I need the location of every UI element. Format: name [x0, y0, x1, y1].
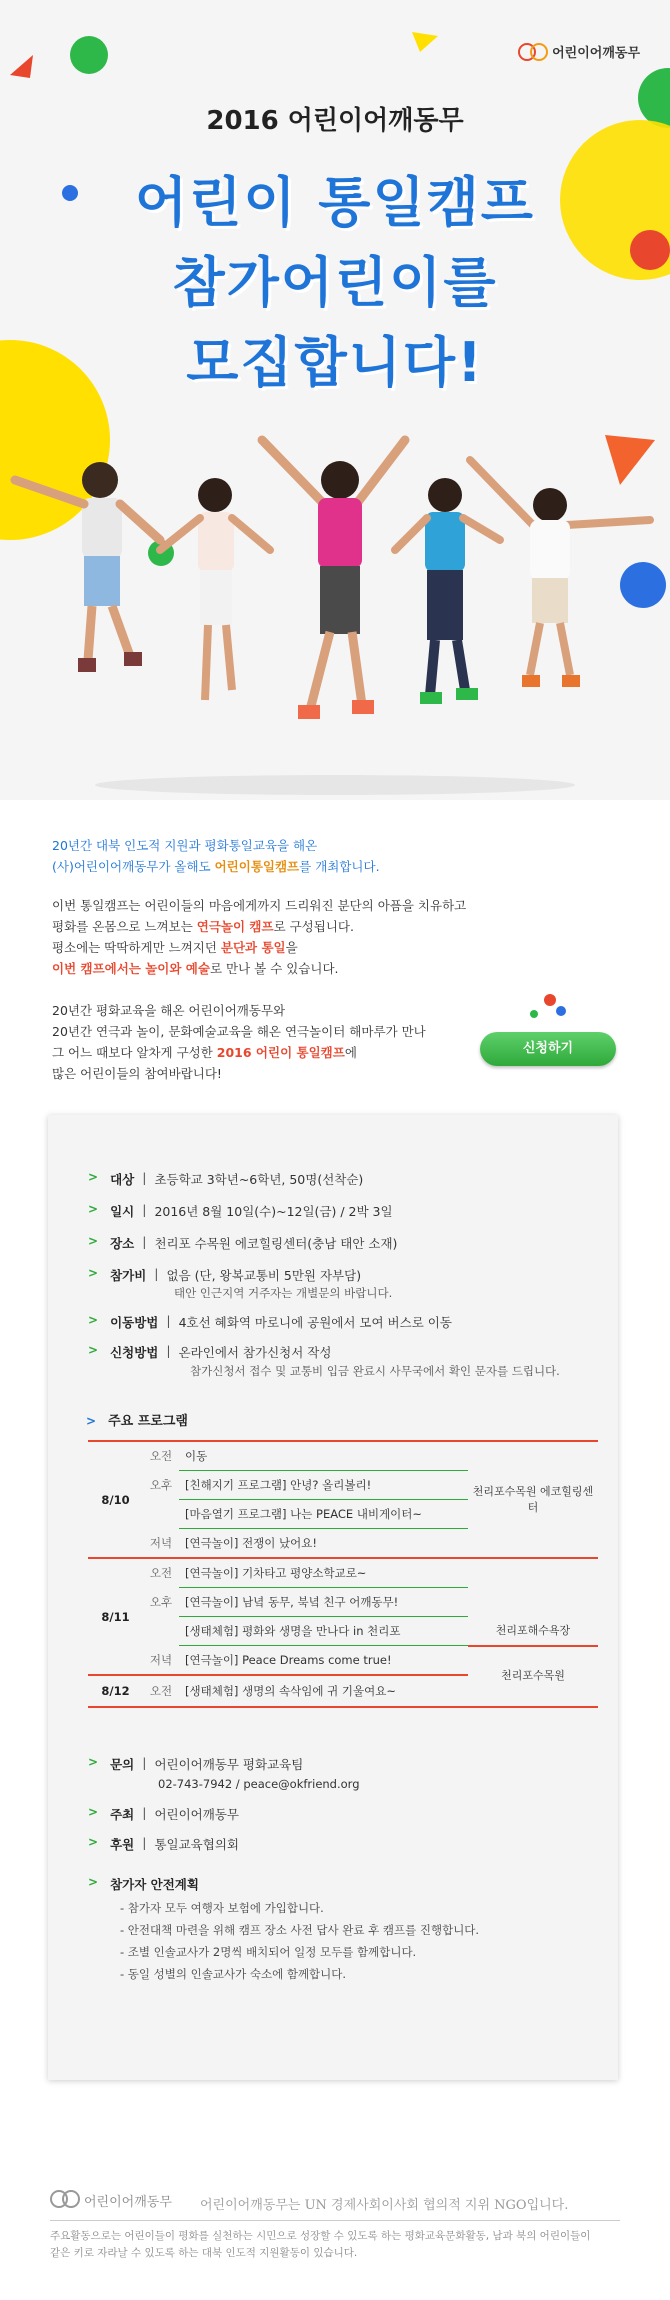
green-dot-small	[530, 1010, 538, 1018]
contact-inquiry: > 문의 | 어린이어깨동무 평화교육팀	[88, 1755, 304, 1772]
red-triangle-left	[5, 50, 35, 80]
arrow-right-icon: >	[88, 1266, 99, 1280]
arrow-right-icon: >	[88, 1202, 99, 1216]
intro-p3-line4: 많은 어린이들의 참여바랍니다!	[52, 1066, 222, 1081]
program-time: 오전	[143, 1675, 179, 1707]
jumping-children-illustration	[0, 420, 670, 800]
arrow-right-icon: >	[88, 1343, 99, 1357]
program-place: 천리포수목원	[468, 1646, 598, 1708]
arrow-right-icon: >	[88, 1835, 99, 1849]
arrow-right-icon: >	[88, 1170, 99, 1184]
arrow-right-icon: >	[88, 1805, 99, 1819]
footer-brand-name: 어린이어깨동무	[84, 2194, 172, 2210]
intro-p3-line3: 그 어느 때보다 알차게 구성한 2016 어린이 통일캠프에	[52, 1045, 357, 1060]
child-2	[160, 478, 270, 700]
contact-phone[interactable]: 02-743-7942 / peace@okfriend.org	[158, 1777, 360, 1791]
child-4	[395, 478, 500, 704]
intro-p3-line1: 20년간 평화교육을 해온 어린이어깨동무와	[52, 1003, 286, 1018]
hero-banner	[0, 0, 670, 800]
detail-move: > 이동방법 | 4호선 혜화역 마로니에 공원에서 모여 버스로 이동	[88, 1313, 452, 1330]
safety-item: - 참가자 모두 여행자 보험에 가입합니다.	[120, 1901, 324, 1915]
hero-title-line3: 모집합니다!	[186, 331, 484, 394]
info-panel	[48, 1115, 618, 2080]
program-row	[88, 1646, 598, 1676]
hero-title-line1: 어린이 통일캠프	[135, 171, 535, 234]
intro-p1-line2: (사)어린이어깨동무가 올해도 어린이통일캠프를 개최합니다.	[52, 859, 380, 874]
program-time: 오후	[149, 1478, 173, 1492]
safety-item: - 안전대책 마련을 위해 캠프 장소 사전 답사 완료 후 캠프를 진행합니다.	[120, 1923, 480, 1937]
arrow-right-icon: >	[88, 1234, 99, 1248]
green-circle-top	[70, 36, 108, 74]
program-row	[88, 1441, 598, 1471]
intro-paragraph-3	[52, 1000, 426, 1084]
intro-p1-line1: 20년간 대북 인도적 지원과 평화통일교육을 해온	[52, 838, 318, 853]
arrow-right-icon: >	[86, 1414, 97, 1428]
program-place: 천리포수목원 에코힐링센터	[468, 1441, 598, 1558]
intro-p2-line4: 이번 캠프에서는 놀이와 예술로 만나 볼 수 있습니다.	[52, 961, 339, 976]
safety-item: - 조별 인솔교사가 2명씩 배치되어 일정 모두를 함께합니다.	[120, 1945, 417, 1959]
logo-icon	[50, 2190, 80, 2210]
program-time: 오후	[149, 1595, 173, 1609]
detail-place: > 장소 | 천리포 수목원 에코힐링센터(충남 태안 소재)	[88, 1234, 398, 1251]
footer-tagline: 어린이어깨동무는 UN 경제사회이사회 협의적 지위 NGO입니다.	[200, 2198, 569, 2213]
program-day: 8/10	[88, 1441, 143, 1558]
footer-description: 주요활동으로는 어린이들이 평화를 실천하는 시민으로 성장할 수 있도록 하는 평화교육문화활동, 남과 북의 어린이들이 같은 키로 자라날 수 있도록 하는 대북 인도적 지원활동이 있습니다.	[50, 2230, 591, 2259]
program-time: 저녁	[143, 1529, 179, 1559]
detail-fee-note: 태안 인근지역 거주자는 개별문의 바랍니다.	[174, 1286, 393, 1300]
program-item: 이동	[179, 1441, 468, 1471]
detail-apply-note: 참가신청서 접수 및 교통비 입금 완료시 사무국에서 확인 문자를 드립니다.	[190, 1364, 560, 1378]
program-item: [생태체험] 생명의 속삭임에 귀 기울여요~	[179, 1675, 468, 1707]
program-item: [연극놀이] 전쟁이 났어요!	[179, 1529, 468, 1559]
footer-logo[interactable]	[50, 2190, 172, 2210]
child-3	[262, 440, 405, 719]
program-place: 천리포해수욕장	[468, 1617, 598, 1646]
intro-paragraph-2	[52, 895, 466, 979]
program-heading: > 주요 프로그램	[86, 1414, 188, 1429]
program-time: 저녁	[143, 1646, 179, 1676]
program-row	[88, 1558, 598, 1588]
intro-p2-line3: 평소에는 딱딱하게만 느껴지던 분단과 통일을	[52, 940, 298, 955]
detail-date: > 일시 | 2016년 8월 10일(수)~12일(금) / 2박 3일	[88, 1202, 393, 1219]
hero-year-title: 2016 어린이어깨동무	[206, 106, 464, 136]
program-time	[143, 1500, 179, 1529]
footer	[0, 2160, 670, 2300]
apply-button[interactable]: 신청하기	[480, 1032, 616, 1066]
detail-fee: > 참가비 | 없음 (단, 왕복교통비 5만원 자부담)	[88, 1266, 362, 1283]
detail-apply: > 신청방법 | 온라인에서 참가신청서 작성	[88, 1343, 332, 1360]
detail-target: > 대상 | 초등학교 3학년~6학년, 50명(선착순)	[88, 1170, 364, 1187]
program-item: [생태체험] 평화와 생명을 만나다 in 천리포	[179, 1617, 468, 1646]
intro-p2-line2: 평화를 온몸으로 느껴보는 연극놀이 캠프로 구성됩니다.	[52, 919, 354, 934]
arrow-right-icon: >	[88, 1875, 99, 1889]
program-table	[88, 1440, 598, 1708]
yellow-triangle-top	[410, 30, 440, 54]
safety-heading: > 참가자 안전계획	[88, 1875, 199, 1892]
intro-p3-line2: 20년간 연극과 놀이, 문화예술교육을 해온 연극놀이터 해마루가 만나	[52, 1024, 426, 1039]
footer-divider	[50, 2220, 620, 2221]
logo-icon	[518, 43, 548, 61]
program-item: [마음열기 프로그램] 나는 PEACE 내비게이터~	[179, 1500, 468, 1529]
program-item: [연극놀이] Peace Dreams come true!	[179, 1646, 468, 1676]
brand-name: 어린이어깨동무	[552, 46, 640, 61]
intro-p2-line1: 이번 통일캠프는 어린이들의 마음에게까지 드리워진 분단의 아픔을 치유하고	[52, 898, 467, 913]
intro-paragraph-1	[52, 835, 380, 877]
arrow-right-icon: >	[88, 1313, 99, 1327]
safety-item: - 동일 성별의 인솔교사가 숙소에 함께합니다.	[120, 1967, 347, 1981]
brand-logo[interactable]	[518, 42, 640, 61]
program-row	[88, 1617, 598, 1646]
program-day: 8/11	[88, 1558, 143, 1675]
contact-host: > 주최 | 어린이어깨동무	[88, 1805, 239, 1822]
program-day: 8/12	[88, 1675, 143, 1707]
program-time: 오전	[143, 1441, 179, 1471]
program-item: [친해지기 프로그램] 안녕? 올리볼리!	[179, 1471, 468, 1500]
program-time	[143, 1617, 179, 1646]
child-5	[470, 460, 650, 687]
child-1	[15, 462, 160, 672]
red-dot-small	[544, 994, 556, 1006]
program-item: [연극놀이] 기차타고 평양소학교로~	[179, 1558, 468, 1588]
hero-title-line2: 참가어린이를	[172, 251, 498, 314]
program-item: [연극놀이] 남녘 동무, 북녘 친구 어깨동무!	[179, 1588, 468, 1617]
program-time: 오전	[149, 1566, 173, 1581]
blue-dot-small	[556, 1006, 566, 1016]
contact-sponsor: > 후원 | 통일교육협의회	[88, 1835, 239, 1852]
arrow-right-icon: >	[88, 1755, 99, 1769]
